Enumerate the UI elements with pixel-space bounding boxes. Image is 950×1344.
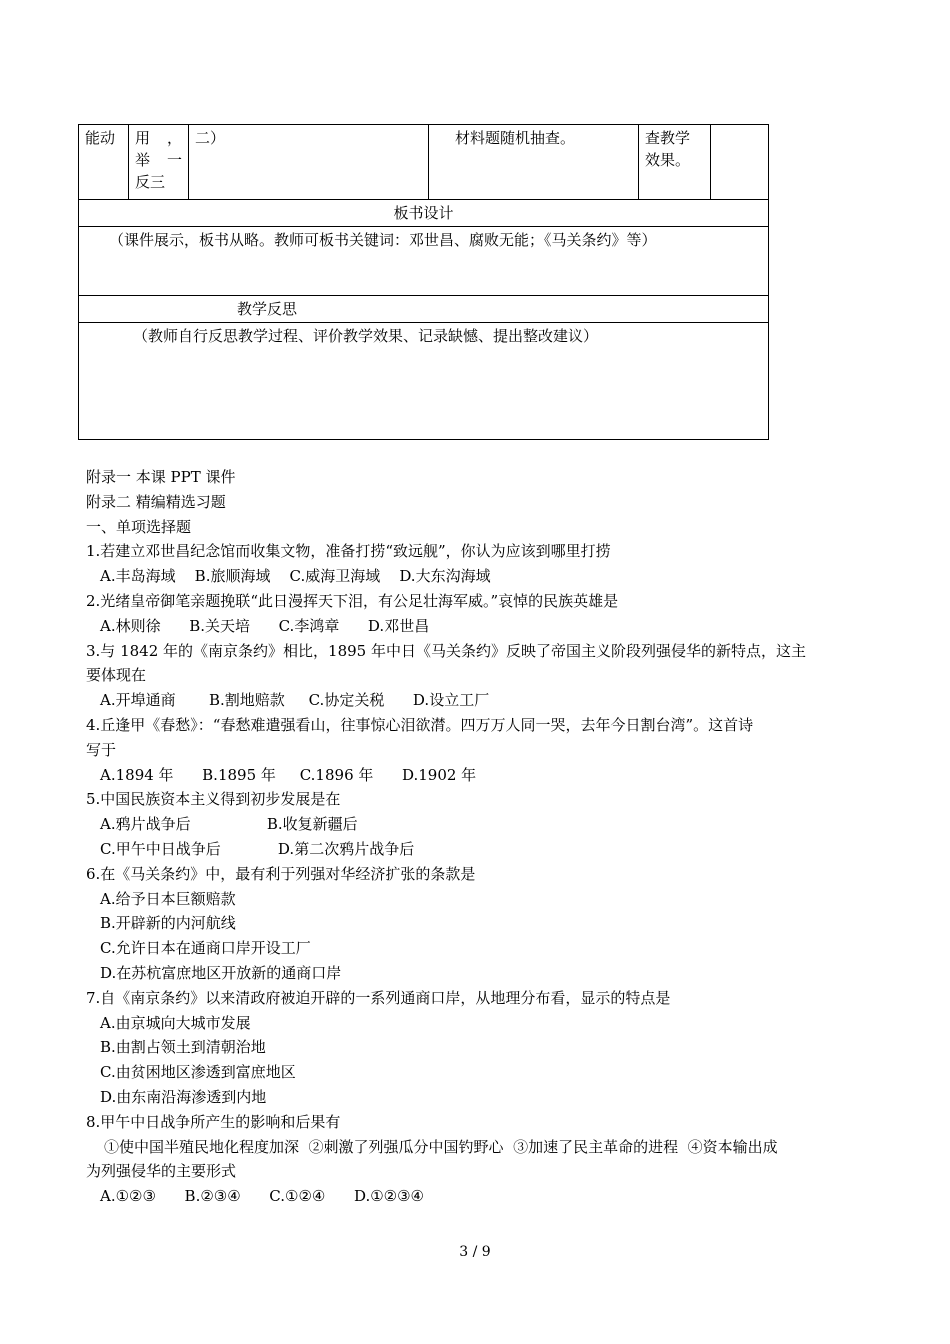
question-5-stem: 5.中国民族资本主义得到初步发展是在: [86, 790, 341, 809]
question-7-option-c: C.由贫困地区渗透到富庶地区: [100, 1063, 296, 1082]
teaching-reflection-text: （教师自行反思教学过程、评价教学效果、记录缺憾、提出整改建议）: [79, 323, 769, 440]
table-cell: [711, 125, 769, 200]
cell-line: 查教学: [645, 129, 691, 147]
question-2-options: A.林则徐 B.关天培 C.李鸿章 D.邓世昌: [100, 616, 430, 635]
question-3-stem-cont: 要体现在: [86, 666, 147, 685]
table-row: [79, 323, 769, 440]
question-5-options-ab: A.鸦片战争后 B.收复新疆后: [100, 815, 358, 834]
question-1-stem: 1.若建立邓世昌纪念馆而收集文物，准备打捞“致远舰”，你认为应该到哪里打捞: [86, 542, 611, 561]
appendix-two: 附录二 精编精选习题: [86, 492, 226, 511]
question-8-items: ①使中国半殖民地化程度加深 ②刺激了列强瓜分中国钓野心 ③加速了民主革命的进程 ④资本输出成: [104, 1137, 778, 1156]
cell-line: 用 ，: [135, 129, 182, 147]
appendix-one: 附录一 本课 PPT 课件: [86, 468, 236, 486]
question-2-stem: 2.光绪皇帝御笔亲题挽联“此日漫挥天下泪，有公足壮海军威。”哀悼的民族英雄是: [86, 591, 619, 610]
question-6-option-d: D.在苏杭富庶地区开放新的通商口岸: [100, 963, 342, 982]
cell-line: 反三: [135, 173, 166, 191]
question-7-option-d: D.由东南沿海渗透到内地: [100, 1087, 267, 1106]
appendix-section: [86, 465, 866, 1209]
question-8-stem: 8.甲午中日战争所产生的影响和后果有: [86, 1112, 341, 1131]
board-design-title: 板书设计: [79, 200, 769, 227]
table-cell: 能动: [79, 125, 129, 200]
question-1-options: A.丰岛海域 B.旅顺海域 C.威海卫海域 D.大东沟海域: [100, 567, 491, 586]
table-cell: 材料题随机抽查。: [429, 125, 639, 200]
question-8-items-cont: 为列强侵华的主要形式: [86, 1162, 237, 1181]
table-row: [79, 227, 769, 296]
question-7-option-a: A.由京城向大城市发展: [100, 1013, 251, 1032]
question-5-options-cd: C.甲午中日战争后 D.第二次鸦片战争后: [100, 839, 415, 858]
question-7-stem: 7.自《南京条约》以来清政府被迫开辟的一系列通商口岸，从地理分布看，显示的特点是: [86, 988, 671, 1007]
table-cell: [639, 125, 711, 200]
board-design-text: （课件展示，板书从略。教师可板书关键词：邓世昌、腐败无能；《马关条约》等）: [79, 227, 769, 296]
question-6-option-a: A.给予日本巨额赔款: [100, 889, 236, 908]
question-4-stem-cont: 写于: [86, 740, 117, 759]
question-3-options: A.开埠通商 B.割地赔款 C.协定关税 D.设立工厂: [100, 691, 490, 710]
cell-line: 举 一: [135, 151, 182, 169]
table-cell: [129, 125, 189, 200]
table-row: [79, 200, 769, 227]
teaching-reflection-title: 教学反思: [79, 296, 769, 323]
table-cell: 二）: [189, 125, 429, 200]
question-6-option-c: C.允许日本在通商口岸开设工厂: [100, 939, 311, 958]
lesson-plan-table: [78, 124, 769, 440]
question-7-option-b: B.由割占领土到清朝治地: [100, 1038, 266, 1057]
table-row: [79, 296, 769, 323]
question-8-options: A.①②③ B.②③④ C.①②④ D.①②③④: [100, 1187, 425, 1206]
question-4-options: A.1894 年 B.1895 年 C.1896 年 D.1902 年: [100, 765, 477, 784]
cell-line: 效果。: [645, 151, 691, 169]
question-4-stem: 4.丘逢甲《春愁》：“春愁难遣强看山，往事惊心泪欲潸。四万万人同一哭，去年今日割台湾”。这首诗: [86, 715, 754, 734]
section-heading: 一、单项选择题: [86, 517, 192, 536]
page-number: 3 / 9: [459, 1244, 491, 1260]
question-6-stem: 6.在《马关条约》中，最有利于列强对华经济扩张的条款是: [86, 864, 476, 883]
question-6-option-b: B.开辟新的内河航线: [100, 914, 236, 933]
question-3-stem: 3.与 1842 年的《南京条约》相比，1895 年中日《马关条约》反映了帝国主义阶段列强侵华的新特点，这主: [86, 641, 806, 660]
table-row: [79, 125, 769, 200]
